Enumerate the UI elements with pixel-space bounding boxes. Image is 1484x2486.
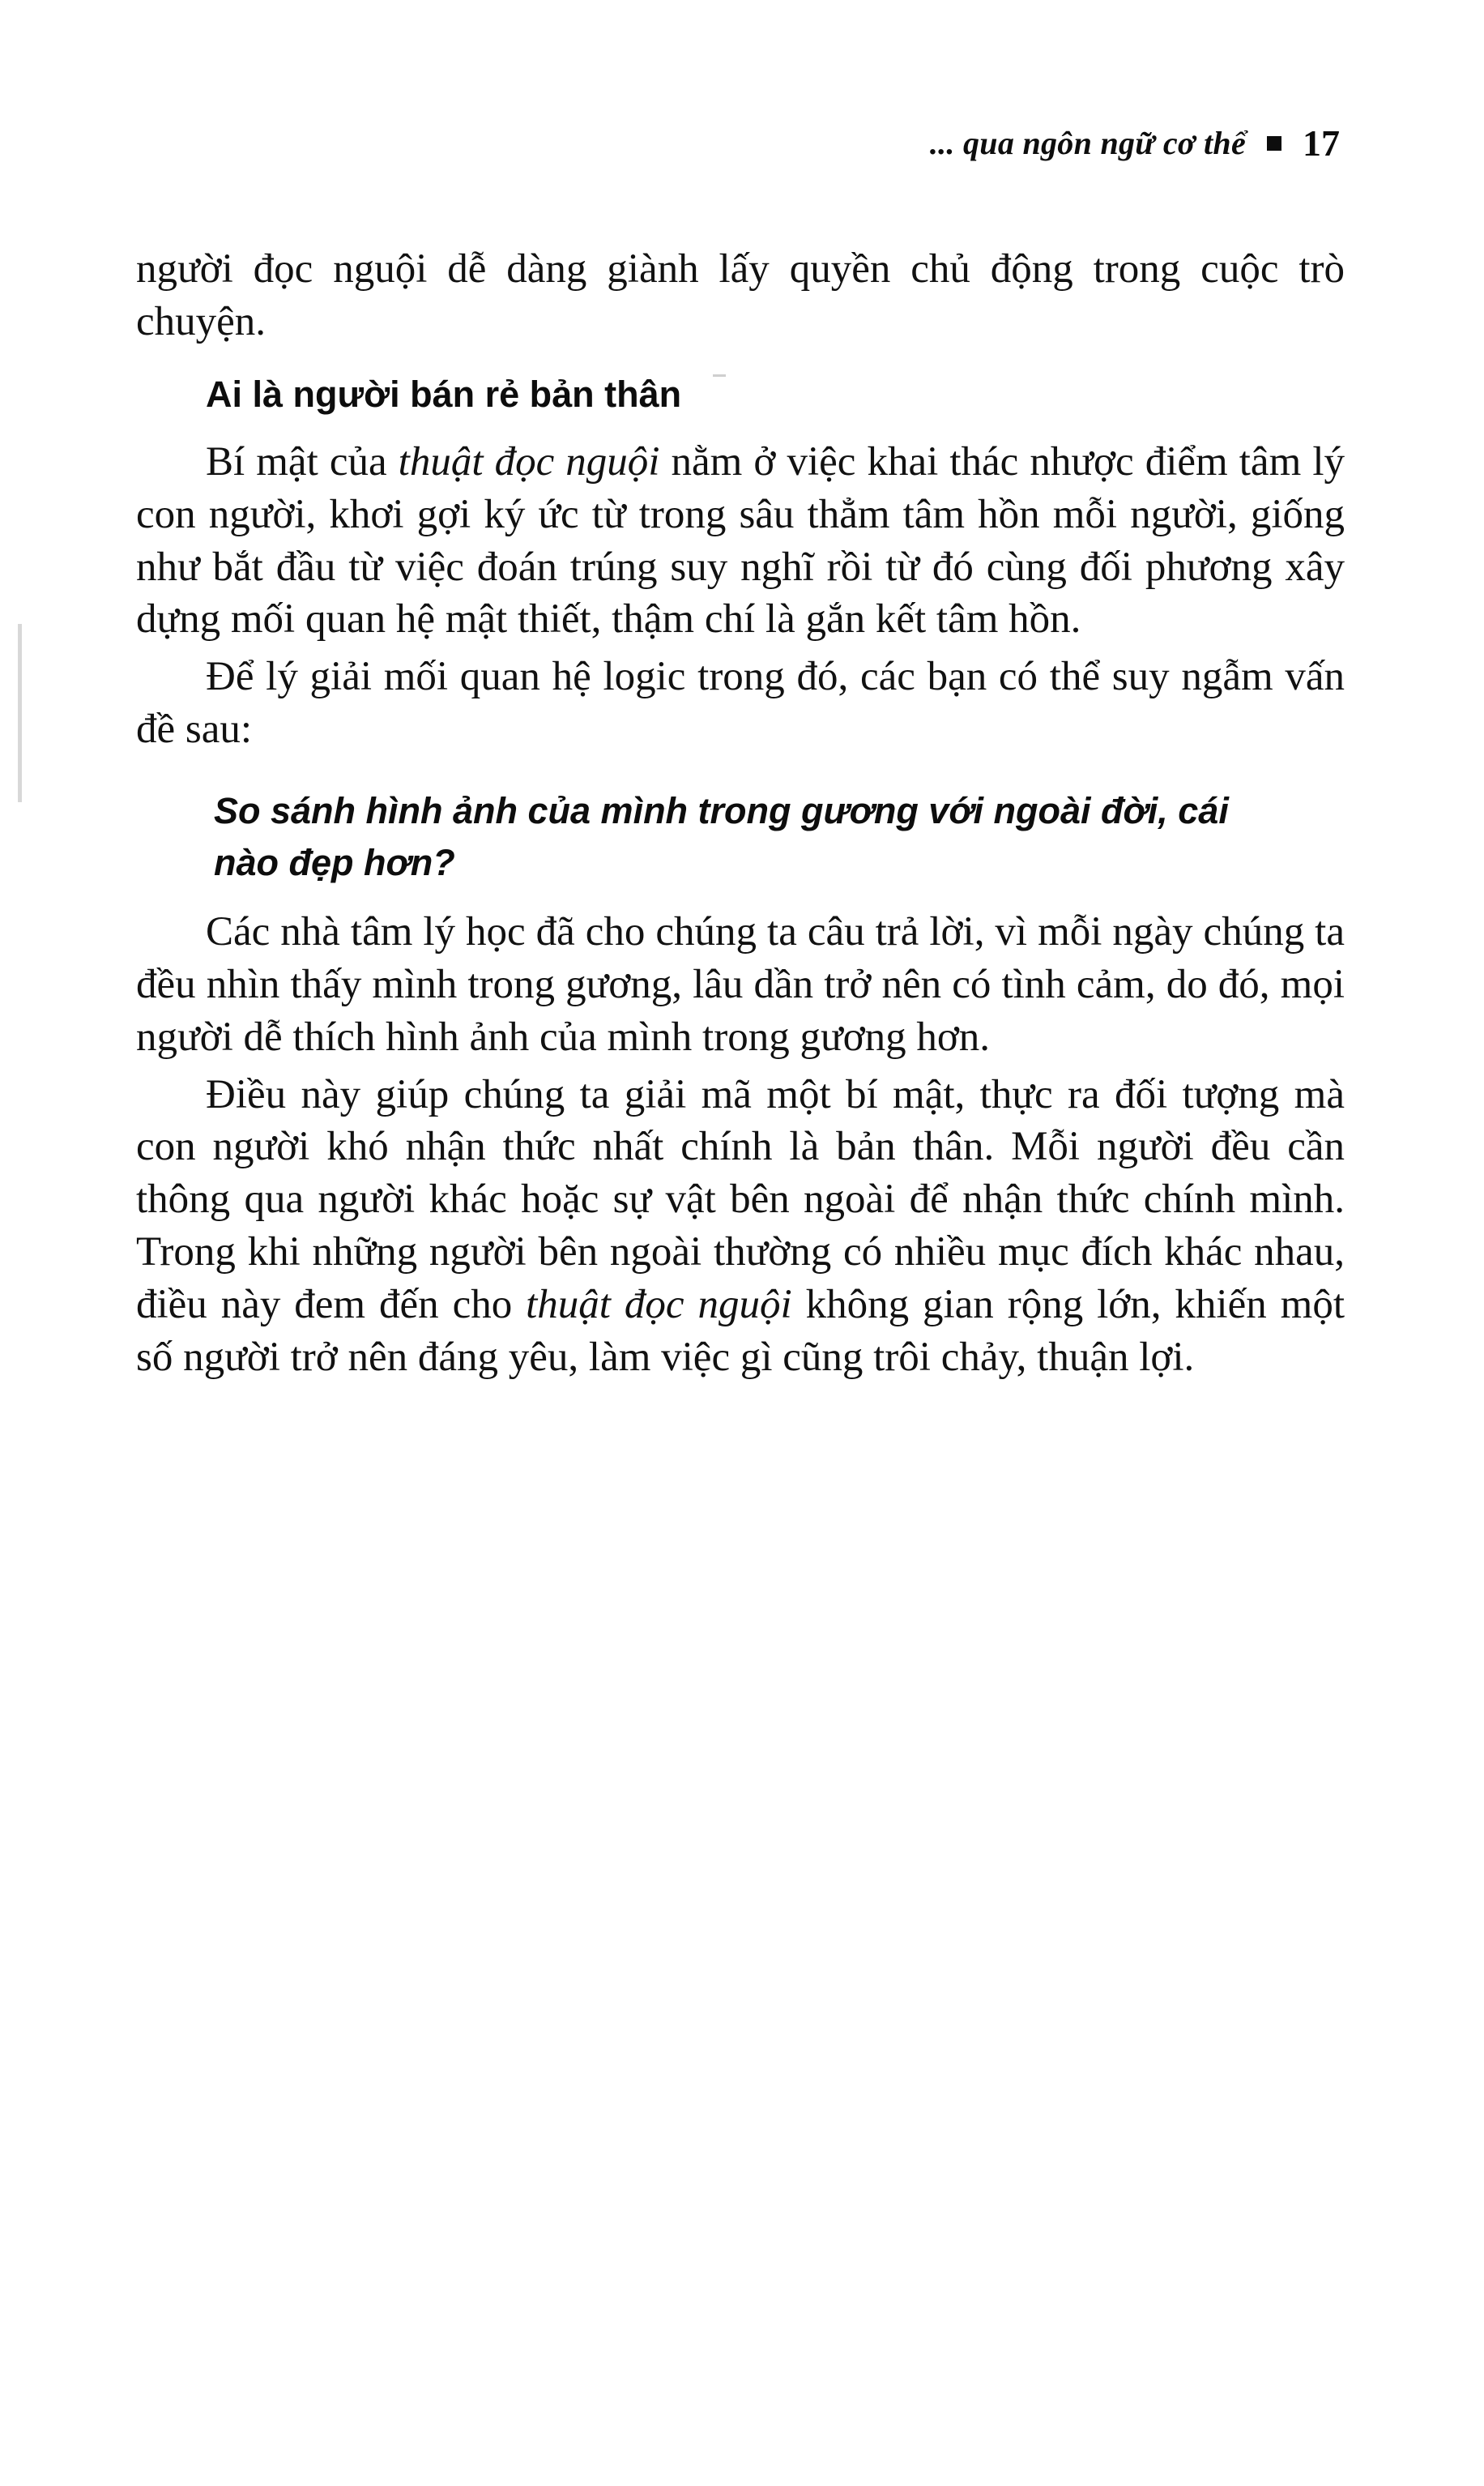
spacer (136, 761, 1345, 785)
paragraph-5 (136, 1069, 1345, 1384)
paragraph-5-emphasis: thuật đọc nguội (526, 1281, 792, 1327)
highlighted-question: So sánh hình ảnh của mình trong gương với ngoài đời, cái nào đẹp hơn? (214, 789, 1229, 883)
paragraph-5-text-a: Điều này giúp chúng ta giải mã một bí mật, thực ra đối tượng mà con người khó nhận thức nhất chính là bản thân. Mỗi người đều cần thông qua người khác hoặc sự vật bên ngoài để nhận thức chính mình. Trong khi những người bên ngoài thường có nhiều mục đích khác nhau, điều này đem đến cho (136, 1071, 1345, 1327)
paragraph-1: người đọc nguội dễ dàng giành lấy quyền chủ động trong cuộc trò chuyện. (136, 246, 1345, 344)
subheading-1: Ai là người bán rẻ bản thân (206, 373, 682, 415)
spacer (136, 353, 1345, 371)
square-bullet-icon (1267, 136, 1281, 151)
spacer (136, 888, 1345, 906)
paragraph-2-text-b: nằm ở việc khai thác nhược điểm tâm lý con người, khơi gợi ký ức từ trong sâu thẳm tâm hồn mỗi người, giống như bắt đầu từ việc đoán trúng suy nghĩ rồi từ đó cùng đối phương xây dựng mối quan hệ mật thiết, thậm chí là gắn kết tâm hồn. (136, 439, 1345, 643)
paragraph-2 (136, 436, 1345, 646)
paragraph-5-text-b: không gian rộng lớn, khiến một số người trở nên đáng yêu, làm việc gì cũng trôi chảy, thuận lợi. (136, 1281, 1345, 1380)
running-header-title: ... qua ngôn ngữ cơ thể (929, 125, 1246, 161)
paragraph-2-emphasis: thuật đọc nguội (398, 439, 660, 485)
paragraph-2-text-a: Bí mật của (206, 439, 399, 485)
spacer (136, 418, 1345, 436)
paragraph-3: Để lý giải mối quan hệ logic trong đó, các bạn có thể suy ngẫm vấn đề sau: (136, 654, 1345, 752)
scan-artifact-left (18, 624, 22, 802)
running-header (930, 122, 1340, 164)
page-content (136, 243, 1345, 1383)
page-number: 17 (1303, 122, 1340, 164)
paragraph-4: Các nhà tâm lý học đã cho chúng ta câu trả lời, vì mỗi ngày chúng ta đều nhìn thấy mình trong gương, lâu dần trở nên có tình cảm, do đó, mọi người dễ thích hình ảnh của mình trong gương hơn. (136, 909, 1345, 1060)
